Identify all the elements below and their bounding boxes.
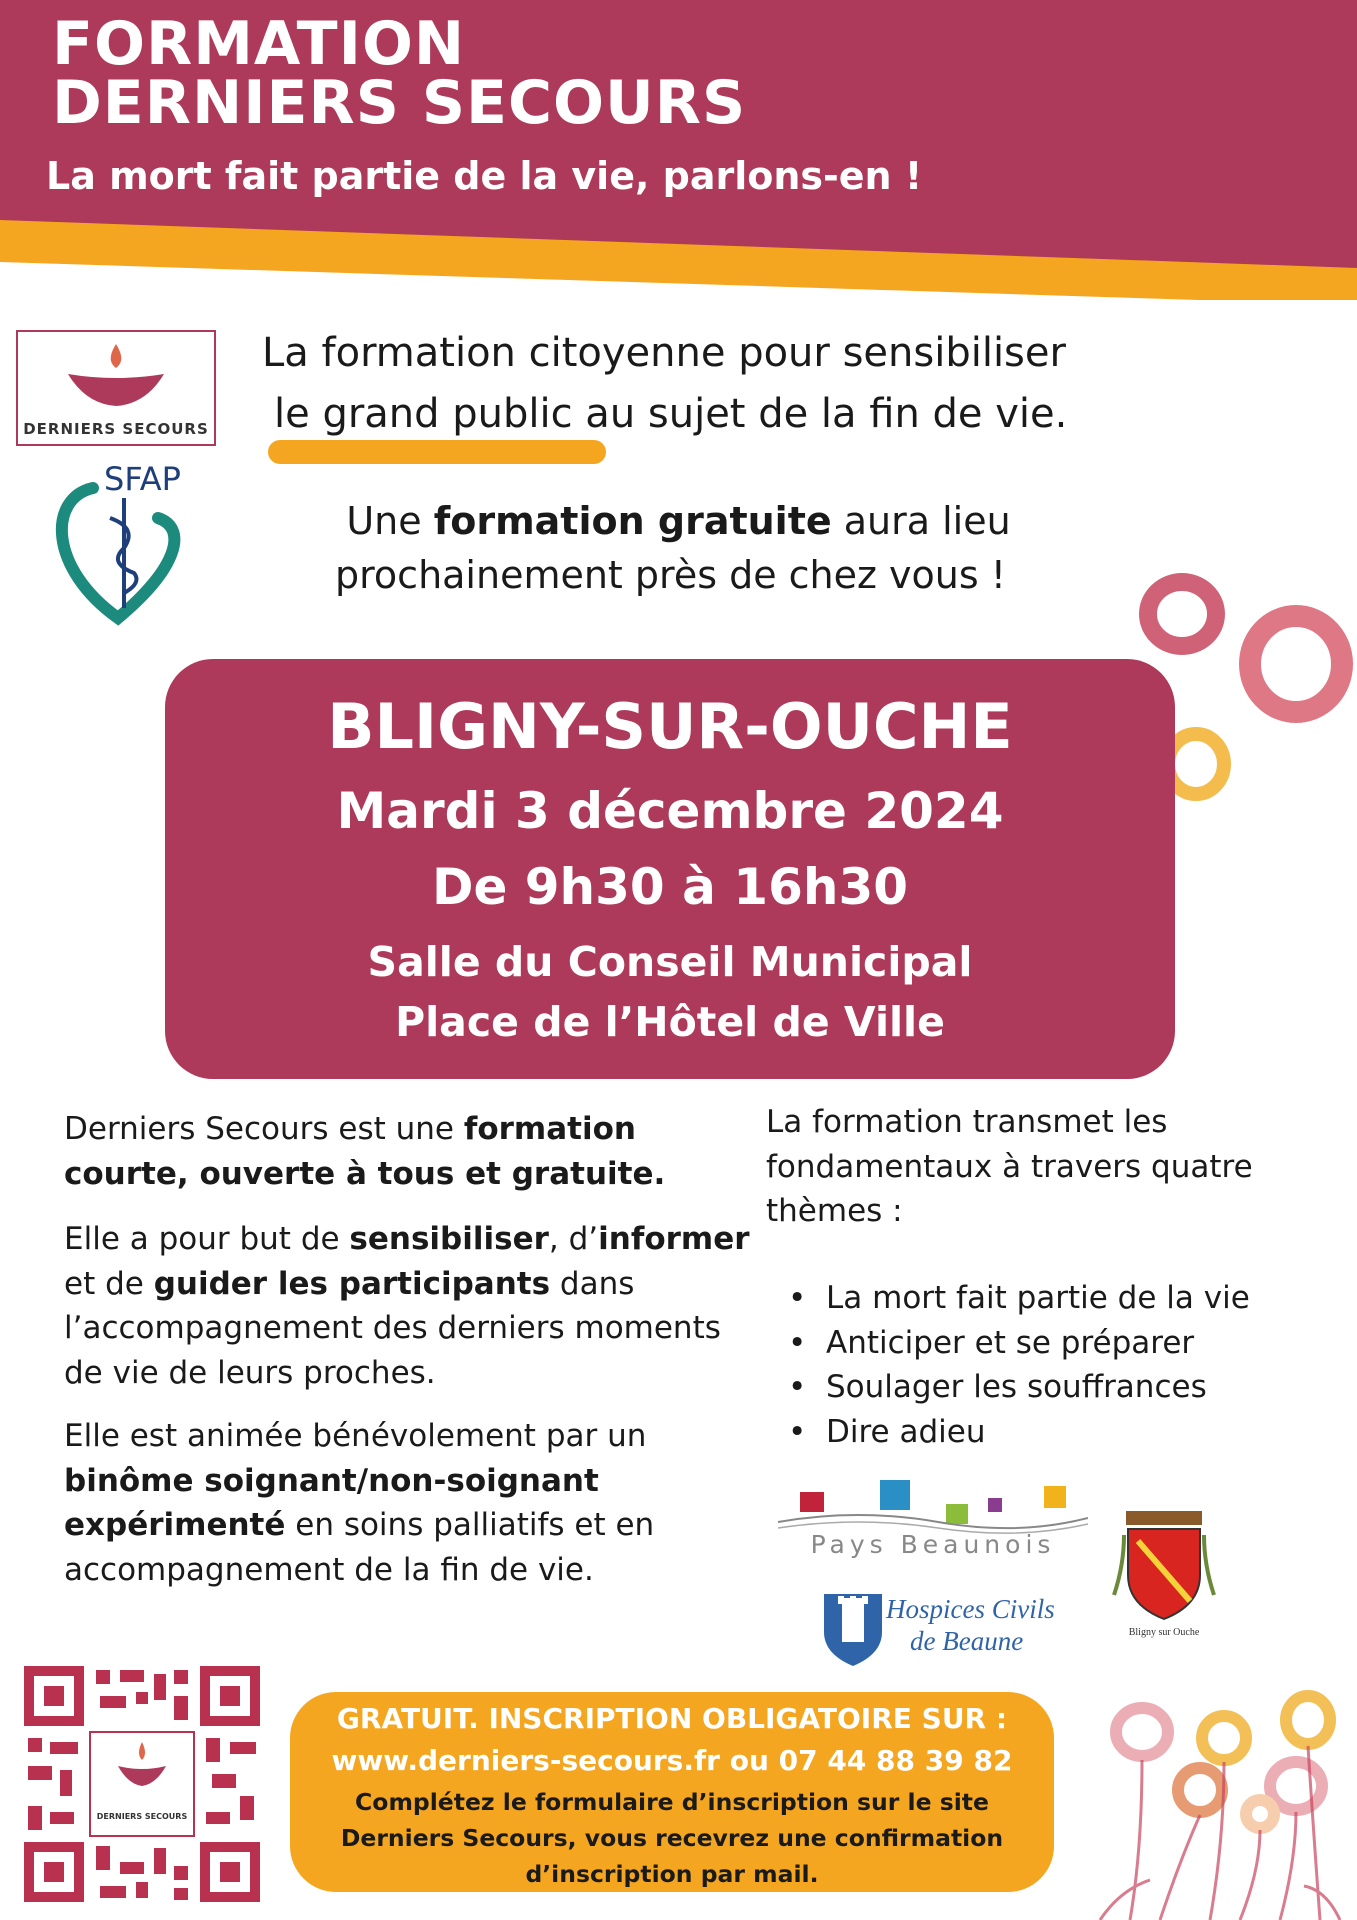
announcement-text: aura lieu <box>831 499 1011 543</box>
themes-intro: La formation transmet les fondamentaux à travers quatre thèmes : <box>766 1104 1253 1229</box>
subtitle: La mort fait partie de la vie, parlons-en ! <box>46 154 923 198</box>
text-bold: informer <box>598 1221 750 1257</box>
text-span: Elle a pour but de <box>64 1221 350 1257</box>
derniers-secours-logo <box>16 330 216 446</box>
description-paragraph-1 <box>64 1107 754 1196</box>
announcement-line-2: prochainement près de chez vous ! <box>335 553 1006 597</box>
theme-item: • La mort fait partie de la vie <box>770 1276 1250 1321</box>
lamp-icon <box>18 332 214 412</box>
event-city: BLIGNY-SUR-OUCHE <box>327 690 1013 763</box>
hospices-line-1: Hospices Civils <box>886 1594 1055 1624</box>
decorative-flowers <box>1090 1690 1357 1920</box>
pays-beaunois-text: Pays Beaunois <box>810 1530 1056 1559</box>
registration-contact[interactable]: www.derniers-secours.fr ou 07 44 88 39 82 <box>331 1744 1013 1777</box>
registration-text: Complétez le formulaire d’inscription sur le site Derniers Secours, vous recevrez une confirmation d’inscription par mail. <box>340 1788 1004 1888</box>
event-time: De 9h30 à 16h30 <box>431 858 909 916</box>
announcement-bold: formation gratuite <box>433 499 832 543</box>
title-line-1: FORMATION <box>52 9 466 79</box>
bligny-crest-text: Bligny sur Ouche <box>1128 1627 1200 1638</box>
sfap-logo <box>38 458 198 628</box>
text-bold: guider les participants <box>153 1265 551 1302</box>
text-bold: binôme soignant/non-soignant expérimenté <box>64 1462 599 1543</box>
announcement-line-1 <box>0 499 1357 543</box>
title-line-2: DERNIERS SECOURS <box>52 68 747 138</box>
text-span: Derniers Secours est une <box>64 1111 464 1147</box>
event-date: Mardi 3 décembre 2024 <box>336 782 1004 840</box>
hospices-line-2: de Beaune <box>910 1626 1024 1656</box>
highlight-underline <box>268 440 606 464</box>
bligny-crest-logo <box>1104 1505 1224 1647</box>
event-room: Salle du Conseil Municipal <box>367 938 973 986</box>
hospices-civils-logo <box>818 1588 1058 1668</box>
theme-item: • Dire adieu <box>770 1410 1250 1455</box>
pays-beaunois-icon <box>778 1478 1088 1538</box>
tower-shield-icon <box>818 1588 888 1668</box>
text-span: Elle est animée bénévolement par un <box>64 1418 647 1454</box>
announcement-text: Une <box>346 499 434 543</box>
registration-title: GRATUIT. INSCRIPTION OBLIGATOIRE SUR : <box>336 1702 1008 1735</box>
qr-code-icon <box>24 1666 260 1902</box>
qr-code[interactable] <box>24 1666 260 1902</box>
text-span: et de <box>64 1265 154 1302</box>
pays-beaunois-logo <box>778 1478 1088 1560</box>
description-paragraph-3 <box>64 1414 704 1592</box>
qr-caption: DERNIERS SECOURS <box>96 1812 188 1821</box>
text-span: en soins palliatifs et en accompagnement de la fin de vie. <box>64 1507 655 1588</box>
themes-list <box>770 1276 1250 1454</box>
intro-line-1: La formation citoyenne pour sensibiliser <box>262 330 1066 376</box>
text-bold: sensibiliser <box>349 1221 549 1257</box>
theme-item: • Anticiper et se préparer <box>770 1321 1250 1366</box>
derniers-secours-logo-text: DERNIERS SECOURS <box>23 420 209 438</box>
intro-line-2: le grand public au sujet de la fin de vie. <box>274 391 1068 437</box>
sfap-logo-text: SFAP <box>104 460 181 498</box>
event-place: Place de l’Hôtel de Ville <box>395 998 945 1046</box>
text-bold: formation courte, ouverte à tous et gratuite. <box>64 1111 666 1192</box>
description-paragraph-2 <box>64 1217 764 1395</box>
theme-item: • Soulager les souffrances <box>770 1365 1250 1410</box>
text-span: dans l’accompagnement des derniers moments de vie de leurs proches. <box>64 1265 721 1391</box>
text-span: , d’ <box>548 1221 599 1257</box>
coat-of-arms-icon <box>1104 1505 1224 1630</box>
